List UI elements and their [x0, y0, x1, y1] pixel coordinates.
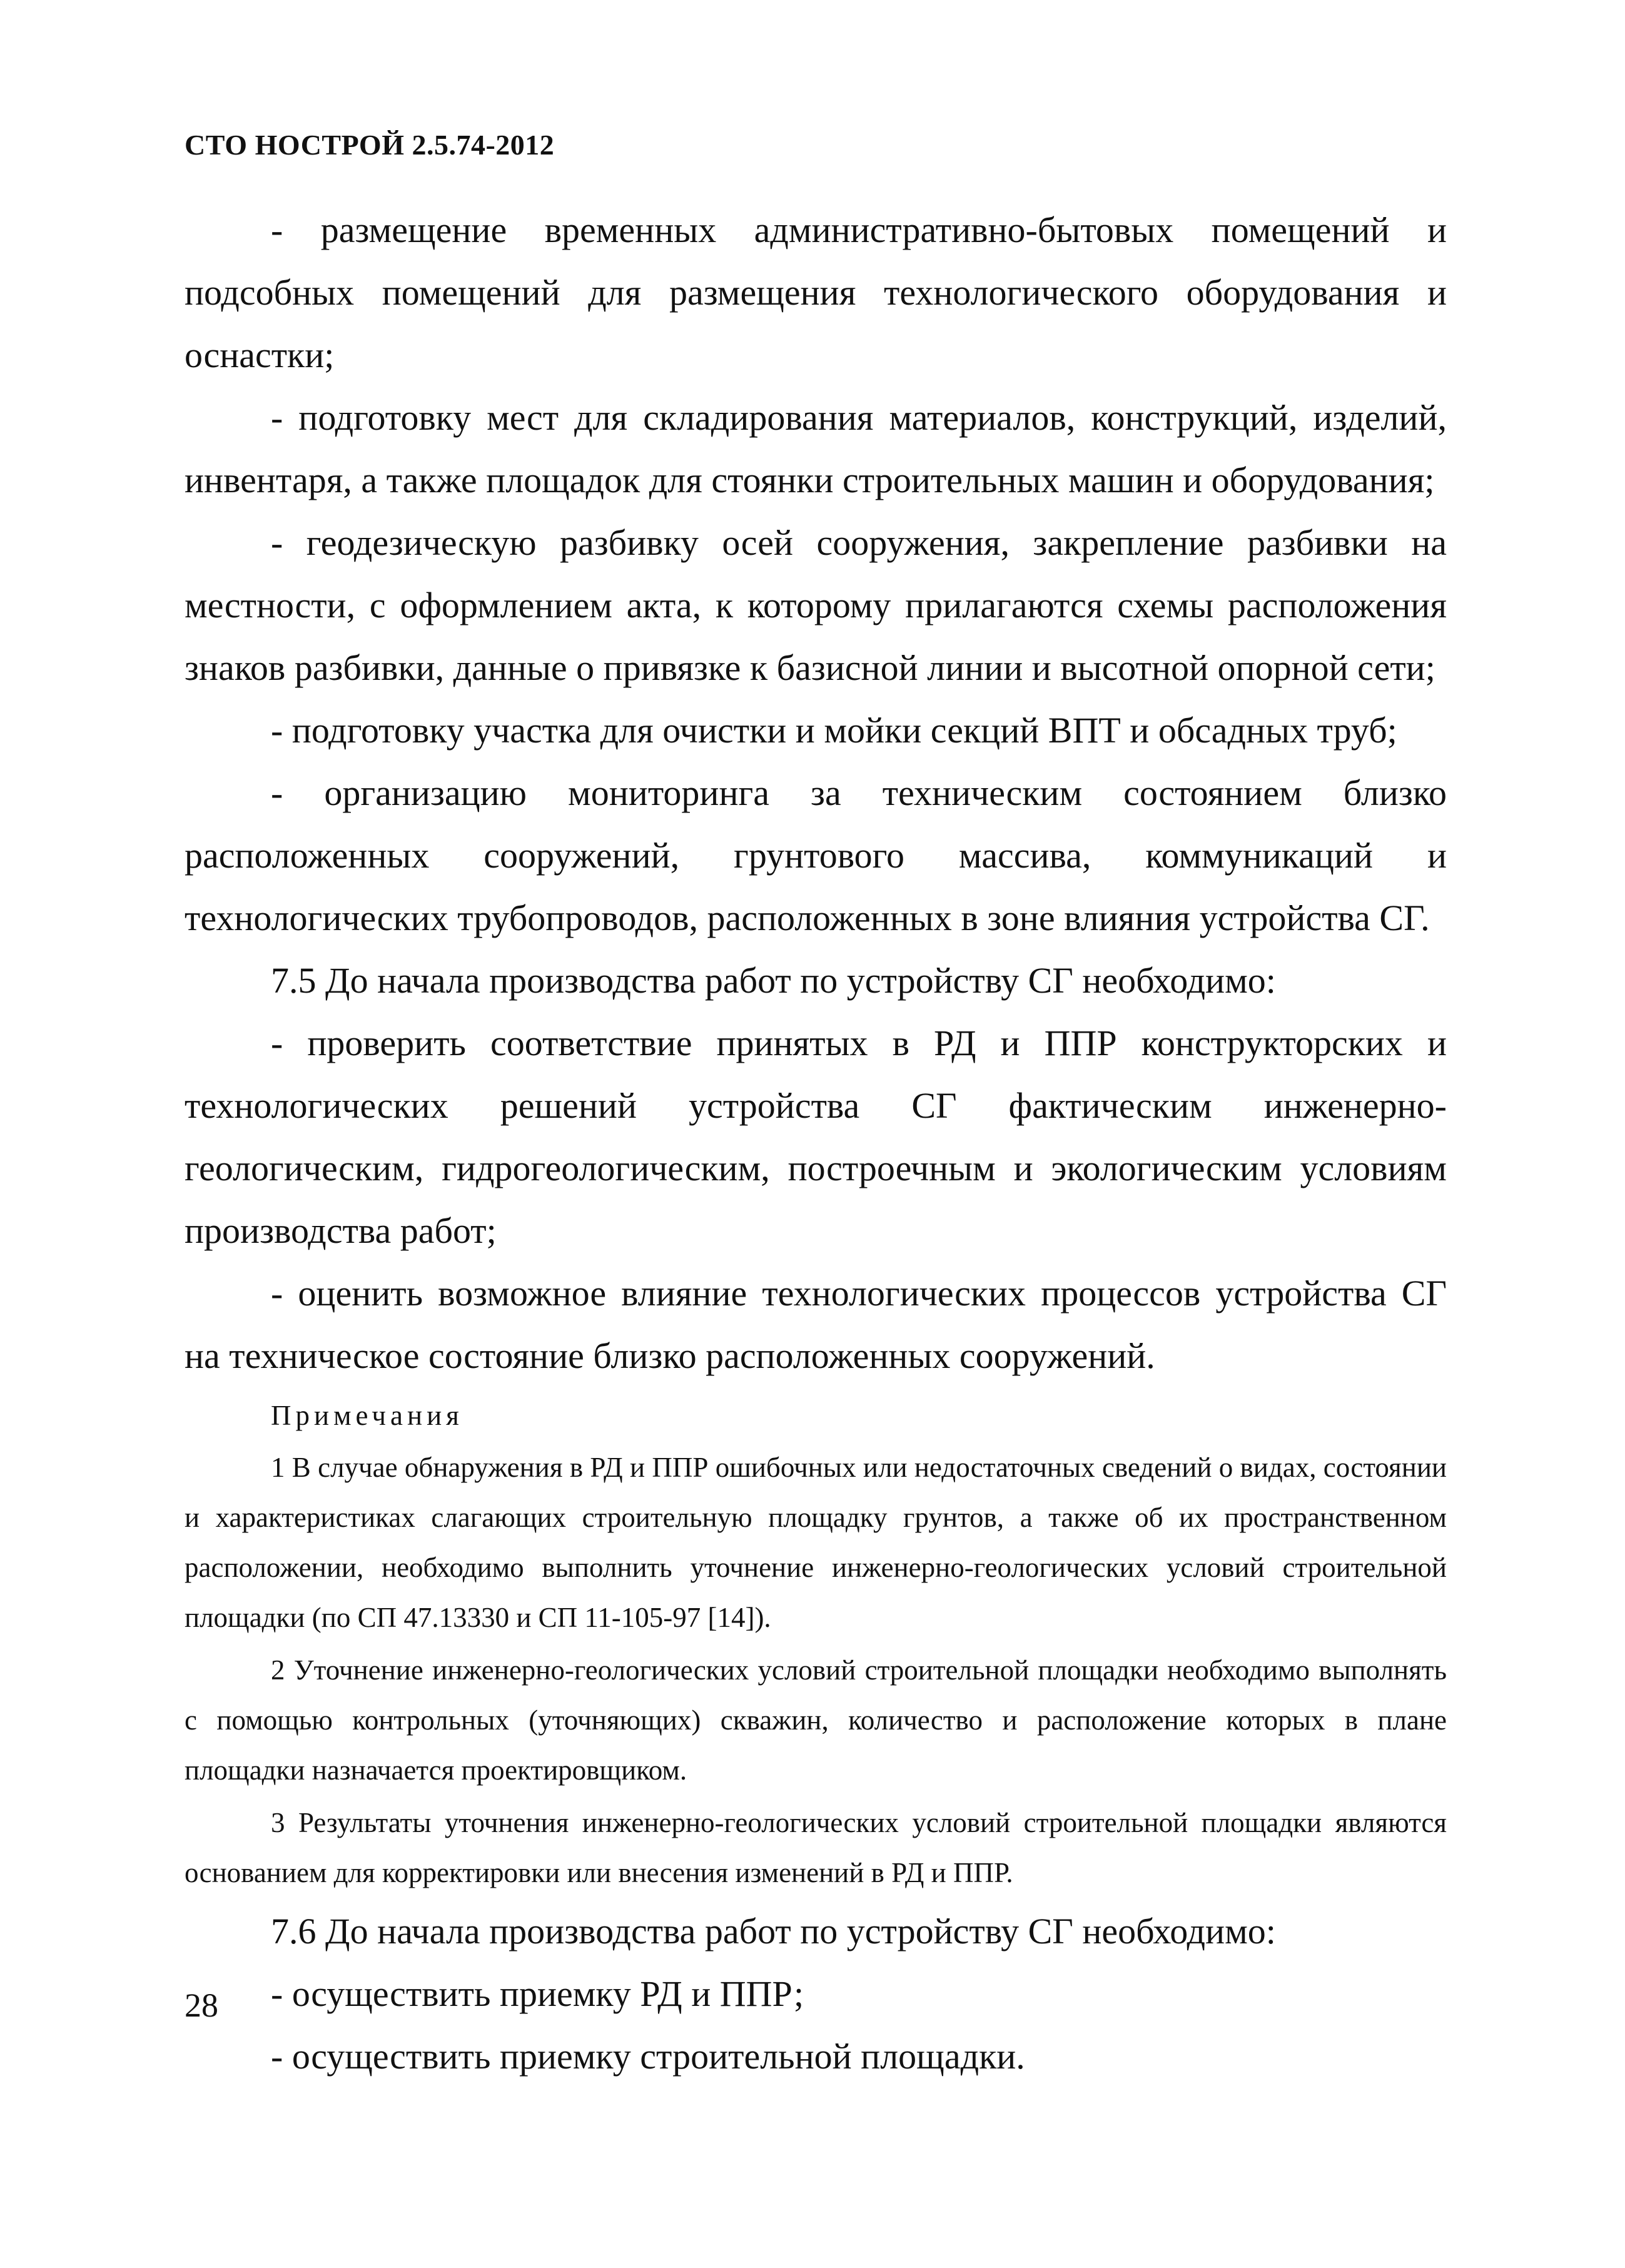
- list-item: - проверить соответствие принятых в РД и ППР конструкторских и технологических решений устройства СГ фактическим инженерно-геологическим, гидрогеологическим, построечным и экологическим условиям производства работ;: [185, 1023, 1447, 1251]
- section-7-6-heading: 7.6 До начала производства работ по устройству СГ необходимо:: [271, 1911, 1276, 1952]
- note-item: 1 В случае обнаружения в РД и ППР ошибочных или недостаточных сведений о видах, состоянии и характеристиках слагающих строительную площадку грунтов, а также об их пространственном расположении, необходимо выполнить уточнение инженерно-геологических условий строительной площадки (по СП 47.13330 и СП 11-105-97 [14]).: [185, 1452, 1447, 1633]
- list-item: - осуществить приемку РД и ППР;: [271, 1973, 804, 2014]
- page-body: [185, 199, 1447, 2088]
- note-item: 2 Уточнение инженерно-геологических условий строительной площадки необходимо выполнять с помощью контрольных (уточняющих) скважин, количество и расположение которых в плане площадки назначается проектировщиком.: [185, 1654, 1447, 1786]
- list-item: - подготовку участка для очистки и мойки секций ВПТ и обсадных труб;: [271, 710, 1397, 751]
- list-item: - организацию мониторинга за техническим состоянием близко расположенных сооружений, грунтового массива, коммуникаций и технологических трубопроводов, расположенных в зоне влияния устройства СГ.: [185, 772, 1447, 938]
- list-item: - подготовку мест для складирования материалов, конструкций, изделий, инвентаря, а также площадок для стоянки строительных машин и оборудования;: [185, 397, 1447, 500]
- document-header: СТО НОСТРОЙ 2.5.74-2012: [185, 129, 555, 161]
- list-item: - размещение временных административно-бытовых помещений и подсобных помещений для размещения технологического оборудования и оснастки;: [185, 210, 1447, 375]
- section-7-6: [185, 1900, 1447, 2088]
- page-number: 28: [185, 1987, 218, 2024]
- list-item: - осуществить приемку строительной площадки.: [271, 2036, 1025, 2077]
- notes-title: Примечания: [271, 1400, 463, 1431]
- list-item: - геодезическую разбивку осей сооружения, закрепление разбивки на местности, с оформлением акта, к которому прилагаются схемы расположения знаков разбивки, данные о привязке к базисной линии и высотной опорной сети;: [185, 522, 1447, 688]
- notes-block: [185, 1389, 1447, 1898]
- section-7-5-heading: 7.5 До начала производства работ по устройству СГ необходимо:: [271, 960, 1276, 1001]
- note-item: 3 Результаты уточнения инженерно-геологических условий строительной площадки являются основанием для корректировки или внесения изменений в РД и ППР.: [185, 1807, 1447, 1888]
- list-item: - оценить возможное влияние технологических процессов устройства СГ на техническое состояние близко расположенных сооружений.: [185, 1273, 1447, 1376]
